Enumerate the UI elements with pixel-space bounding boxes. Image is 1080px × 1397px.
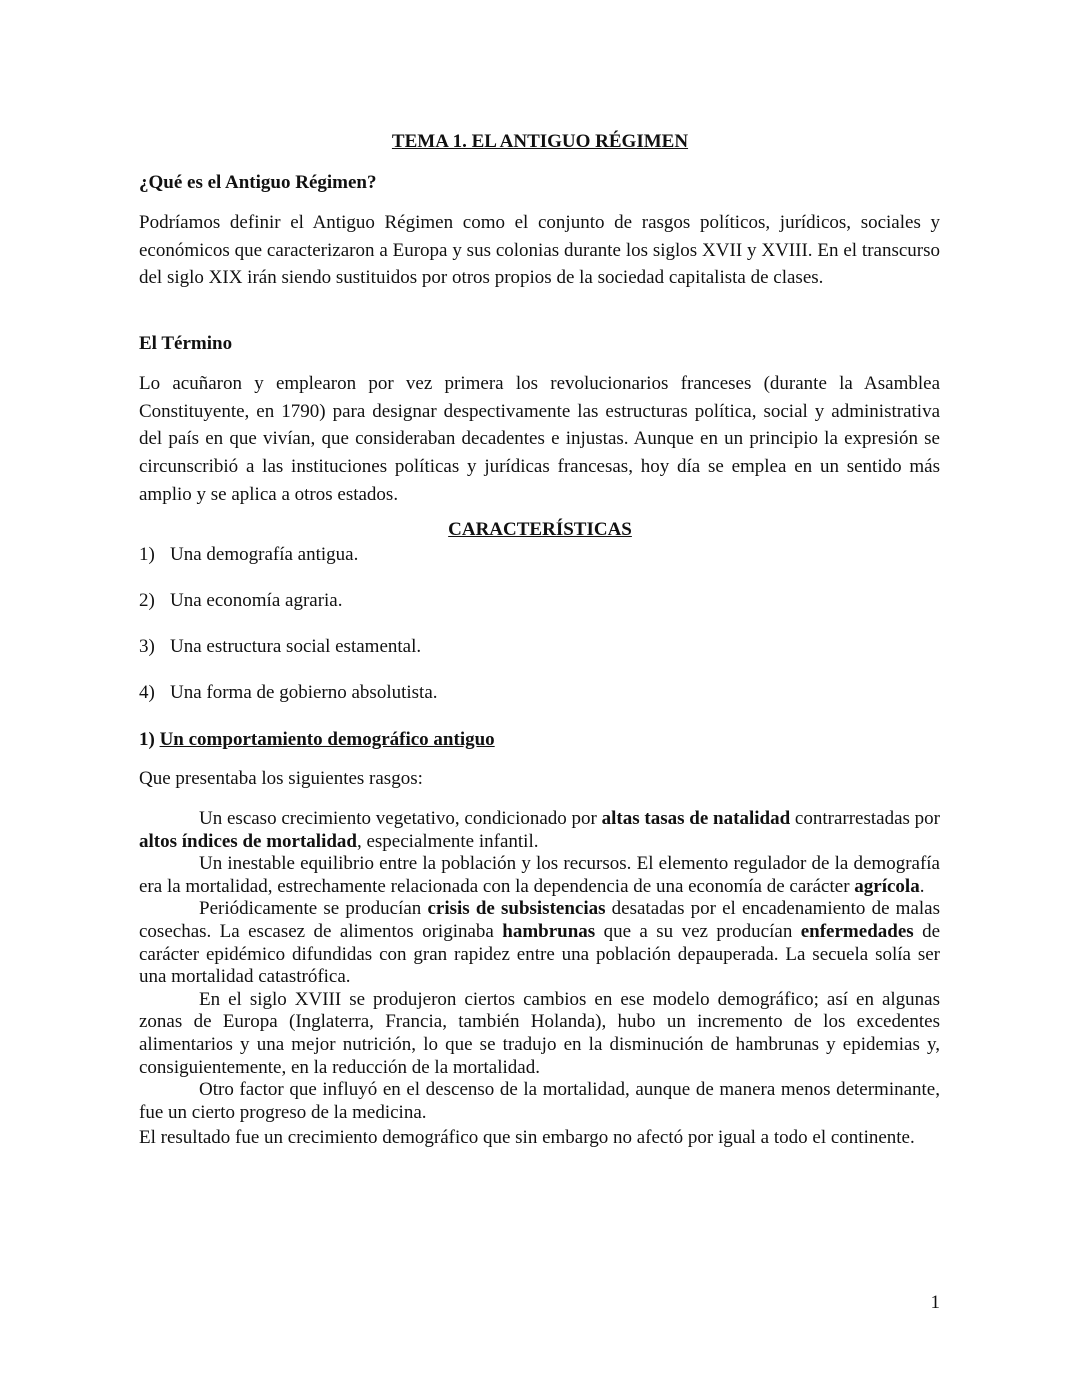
text-run: contrarrestadas por (790, 808, 940, 829)
heading-demografia-title: Un comportamiento demográfico antiguo (159, 729, 495, 750)
list-item-text: Una economía agraria. (170, 590, 343, 611)
text-run-bold: crisis de subsistencias (427, 898, 606, 920)
list-item-number: 2) (139, 590, 155, 611)
paragraph-resultado: El resultado fue un crecimiento demográfico que sin embargo no afectó por igual a todo el continente. (139, 1127, 915, 1149)
text-run: Un inestable equilibrio entre la población y los recursos. El elemento regulador de la demografía era la mortalidad, estrechamente relacionada con la dependencia de una economía de carácter (139, 853, 940, 897)
list-item-text: Una estructura social estamental. (170, 636, 422, 657)
paragraph-siglo-xviii: En el siglo XVIII se produjeron ciertos cambios en ese modelo demográfico; así en algunas zonas de Europa (Inglaterra, Francia, también Holanda), hubo un incremento de los excedentes alimentarios y una mejor nutrición, lo que se tradujo en la disminución de hambrunas y epidemias y, consiguientemente, en la reducción de la mortalidad. (139, 988, 940, 1078)
text-run: desatadas por el encadenamiento de malas cosechas. La escasez de alimentos originaba (139, 898, 940, 942)
list-item-number: 4) (139, 682, 155, 703)
text-run-bold: agrícola (854, 875, 920, 897)
page-number: 1 (930, 1292, 940, 1313)
text-run: de carácter epidémico difundidas con gran rapidez entre una población depauperada. La secuela solía ser una mortalidad catastrófica. (139, 920, 940, 988)
paragraph-crecimiento (139, 808, 940, 853)
list-item (139, 544, 358, 566)
text-run: Un escaso crecimiento vegetativo, condicionado por (199, 808, 602, 829)
heading-el-termino: El Término (139, 333, 233, 354)
caracteristicas-heading: CARACTERÍSTICAS (448, 519, 632, 540)
text-run: que a su vez producían (595, 920, 801, 942)
heading-demografia (139, 729, 495, 751)
paragraph-medicina: Otro factor que influyó en el descenso de la mortalidad, aunque de manera menos determinante, fue un cierto progreso de la medicina. (139, 1079, 940, 1123)
list-item (139, 682, 438, 704)
paragraph-crisis (139, 898, 940, 988)
demografia-intro: Que presentaba los siguientes rasgos: (139, 768, 423, 789)
heading-que-es: ¿Qué es el Antiguo Régimen? (139, 172, 377, 193)
list-item (139, 636, 421, 658)
list-item (139, 590, 343, 612)
text-run: . (919, 875, 925, 897)
list-item-text: Una forma de gobierno absolutista. (170, 682, 438, 703)
document-title: TEMA 1. EL ANTIGUO RÉGIMEN (391, 131, 689, 152)
text-run: , especialmente infantil. (356, 830, 539, 852)
paragraph-equilibrio (139, 853, 940, 898)
paragraph-que-es: Podríamos definir el Antiguo Régimen como el conjunto de rasgos políticos, jurídicos, sociales y económicos que caracterizaron a Europa y sus colonias durante los siglos XVII y XVIII. En el transcurso del siglo XIX irán siendo sustituidos por otros propios de la sociedad capitalista de clases. (139, 212, 940, 289)
list-item-number: 1) (139, 544, 155, 565)
list-item-text: Una demografía antigua. (170, 544, 359, 565)
text-run: Periódicamente se producían (199, 898, 428, 920)
paragraph-el-termino: Lo acuñaron y emplearon por vez primera los revolucionarios franceses (durante la Asamblea Constituyente, en 1790) para designar despectivamente las estructuras política, social y administrativa del país en que vivían, que consideraban decadentes e injustas. Aunque en un principio la expresión se circunscribió a las instituciones políticas y jurídicas francesas, hoy día se emplea en un sentido más amplio y se aplica a otros estados. (139, 373, 940, 505)
list-item-number: 3) (139, 636, 155, 657)
demografia-body (139, 808, 940, 1151)
text-run-bold: enfermedades (800, 920, 914, 942)
text-run-bold: altos índices de mortalidad (139, 830, 357, 852)
heading-demografia-number: 1) (139, 729, 155, 750)
text-run-bold: altas tasas de natalidad (601, 808, 791, 829)
text-run-bold: hambrunas (502, 920, 596, 942)
